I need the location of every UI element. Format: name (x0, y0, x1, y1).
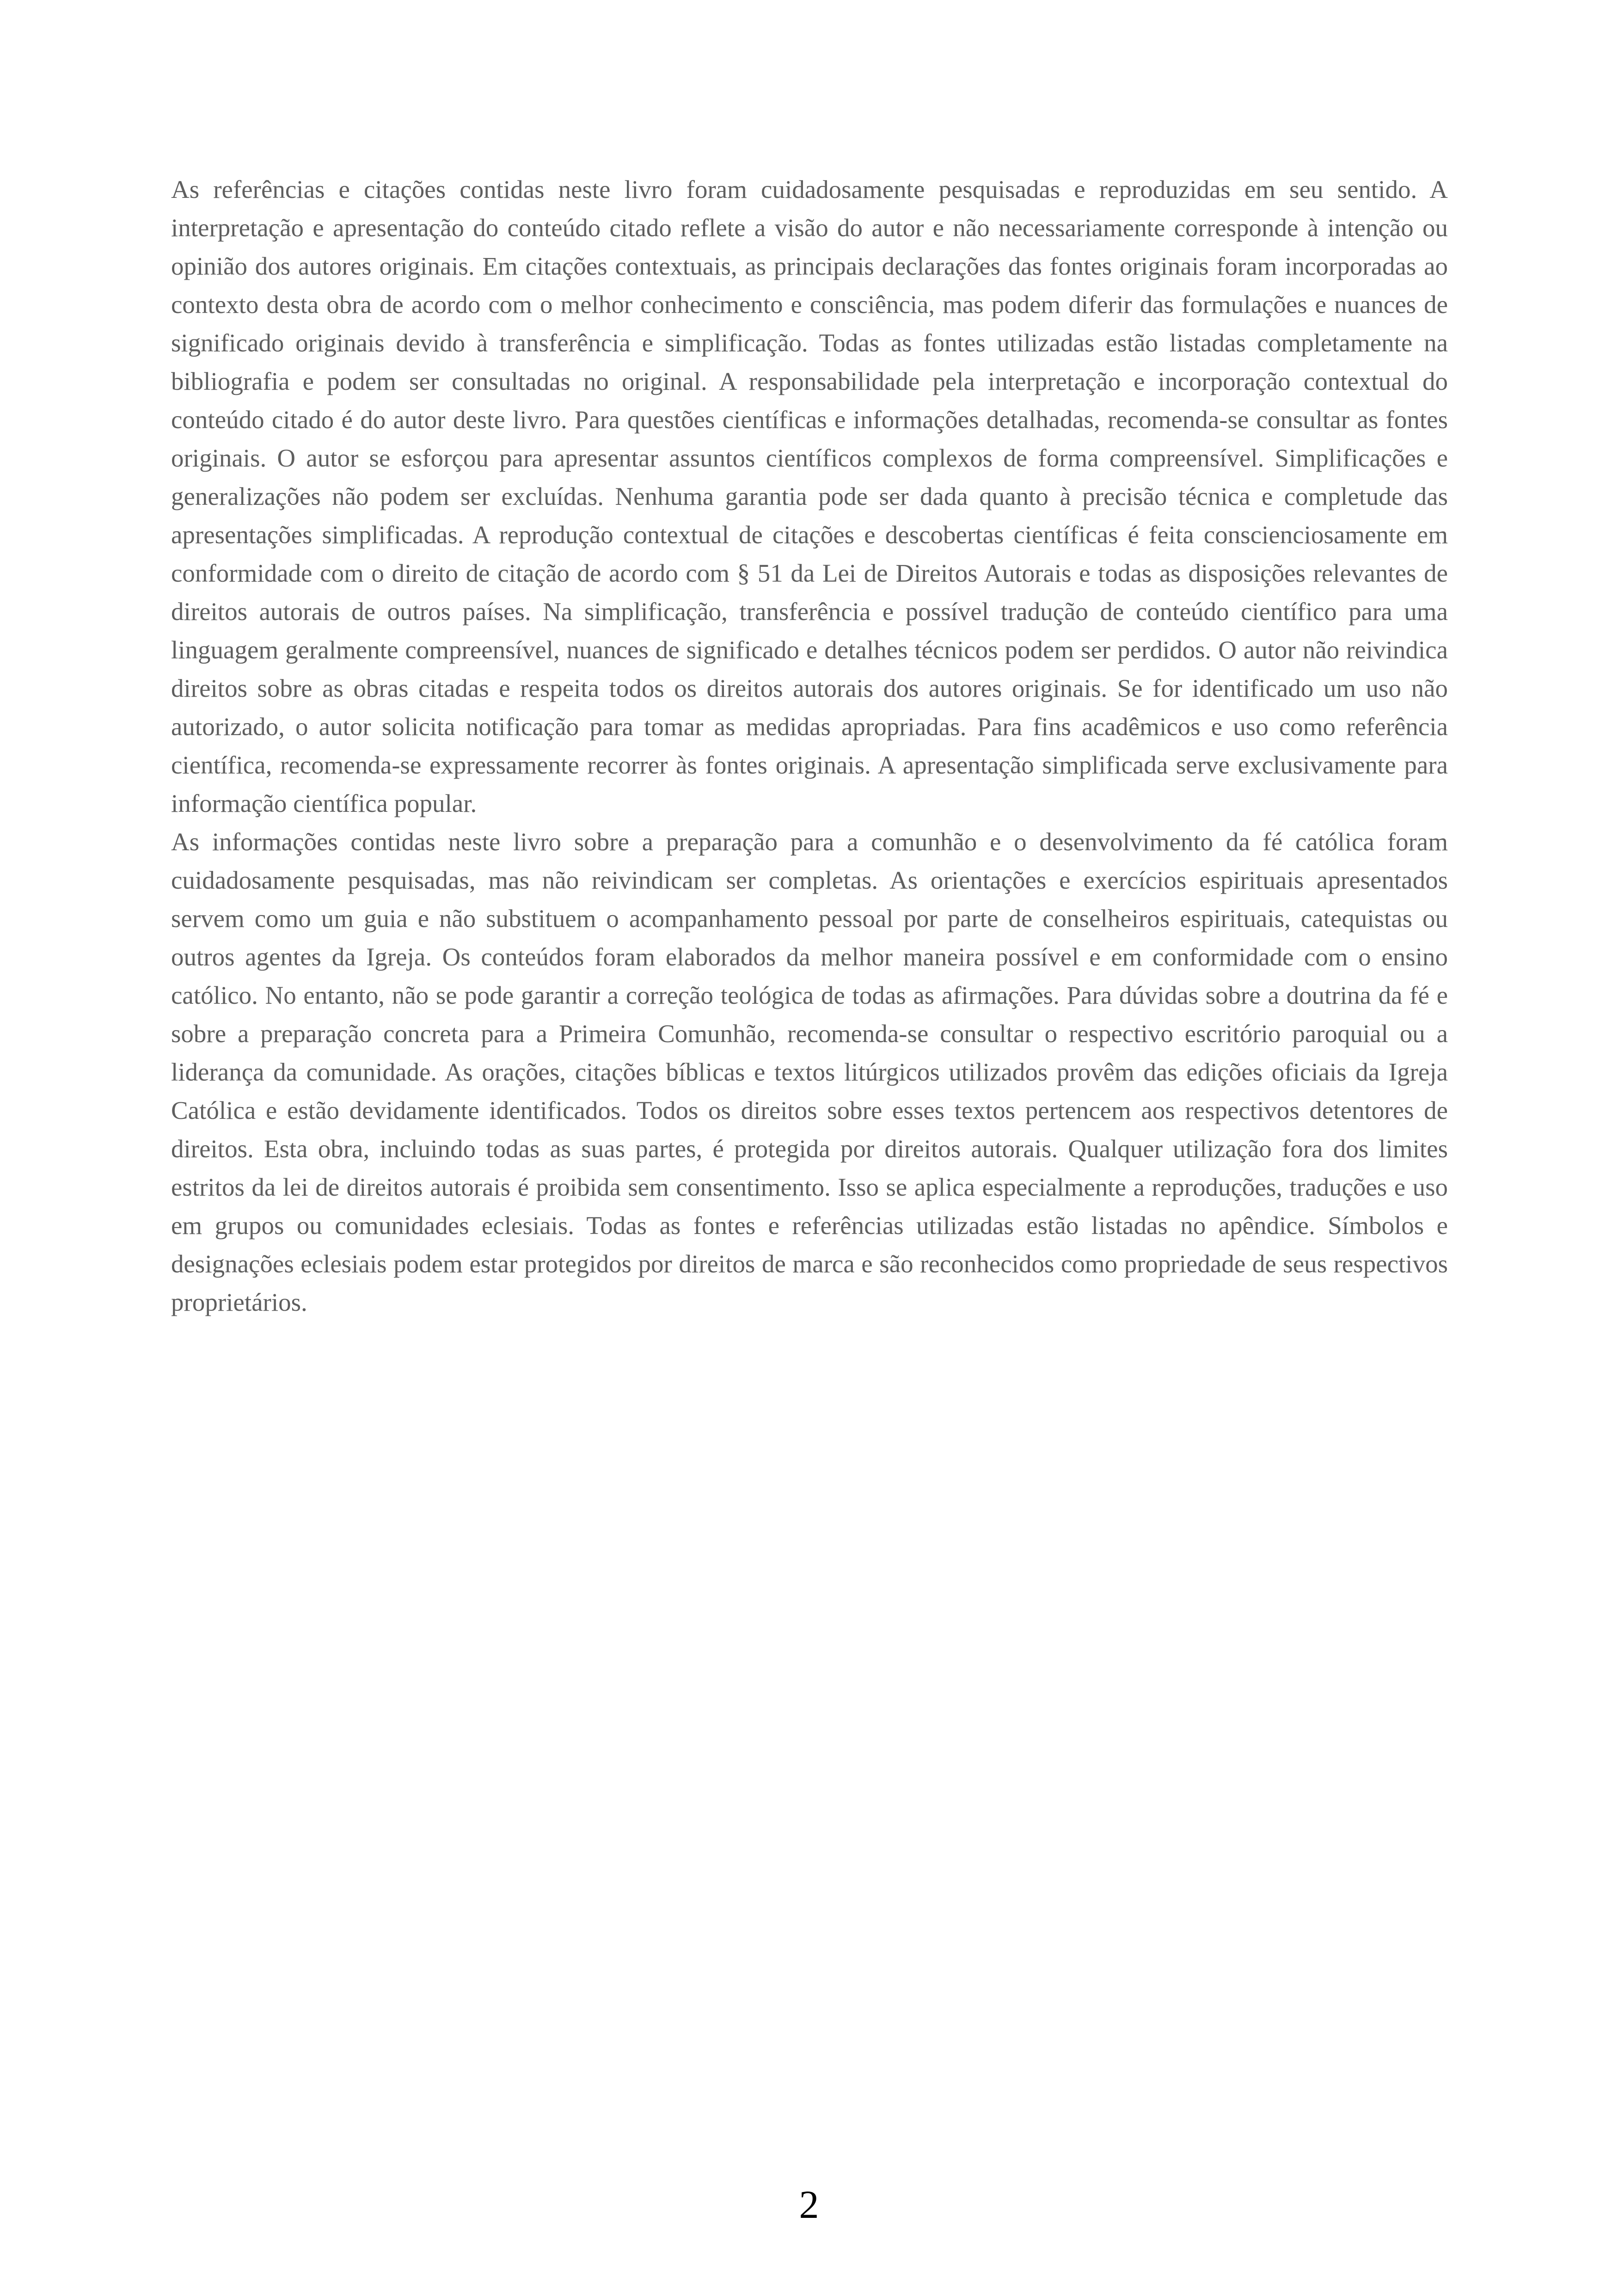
references-disclaimer-paragraph: As referências e citações contidas neste livro foram cuidadosamente pesquisadas e reproduzidas em seu sentido. A interpretação e apresentação do conteúdo citado reflete a visão do autor e não necessariamente corresponde à intenção ou opinião dos autores originais. Em citações contextuais, as principais declarações das fontes originais foram incorporadas ao contexto desta obra de acordo com o melhor conhecimento e consciência, mas podem diferir das formulações e nuances de significado originais devido à transferência e simplificação. Todas as fontes utilizadas estão listadas completamente na bibliografia e podem ser consultadas no original. A responsabilidade pela interpretação e incorporação contextual do conteúdo citado é do autor deste livro. Para questões científicas e informações detalhadas, recomenda-se consultar as fontes originais. O autor se esforçou para apresentar assuntos científicos complexos de forma compreensível. Simplificações e generalizações não podem ser excluídas. Nenhuma garantia pode ser dada quanto à precisão técnica e completude das apresentações simplificadas. A reprodução contextual de citações e descobertas científicas é feita conscienciosamente em conformidade com o direito de citação de acordo com § 51 da Lei de Direitos Autorais e todas as disposições relevantes de direitos autorais de outros países. Na simplificação, transferência e possível tradução de conteúdo científico para uma linguagem geralmente compreensível, nuances de significado e detalhes técnicos podem ser perdidos. O autor não reivindica direitos sobre as obras citadas e respeita todos os direitos autorais dos autores originais. Se for identificado um uso não autorizado, o autor solicita notificação para tomar as medidas apropriadas. Para fins acadêmicos e uso como referência científica, recomenda-se expressamente recorrer às fontes originais. A apresentação simplificada serve exclusivamente para informação científica popular. (171, 175, 1448, 817)
page-number: 2 (799, 2182, 819, 2227)
communion-disclaimer-paragraph: As informações contidas neste livro sobre a preparação para a comunhão e o desenvolvimento da fé católica foram cuidadosamente pesquisadas, mas não reivindicam ser completas. As orientações e exercícios espirituais apresentados servem como um guia e não substituem o acompanhamento pessoal por parte de conselheiros espirituais, catequistas ou outros agentes da Igreja. Os conteúdos foram elaborados da melhor maneira possível e em conformidade com o ensino católico. No entanto, não se pode garantir a correção teológica de todas as afirmações. Para dúvidas sobre a doutrina da fé e sobre a preparação concreta para a Primeira Comunhão, recomenda-se consultar o respectivo escritório paroquial ou a liderança da comunidade. As orações, citações bíblicas e textos litúrgicos utilizados provêm das edições oficiais da Igreja Católica e estão devidamente identificados. Todos os direitos sobre esses textos pertencem aos respectivos detentores de direitos. Esta obra, incluindo todas as suas partes, é protegida por direitos autorais. Qualquer utilização fora dos limites estritos da lei de direitos autorais é proibida sem consentimento. Isso se aplica especialmente a reproduções, traduções e uso em grupos ou comunidades eclesiais. Todas as fontes e referências utilizadas estão listadas no apêndice. Símbolos e designações eclesiais podem estar protegidos por direitos de marca e são reconhecidos como propriedade de seus respectivos proprietários. (171, 828, 1448, 1316)
disclaimer-text-block (171, 170, 1448, 1321)
